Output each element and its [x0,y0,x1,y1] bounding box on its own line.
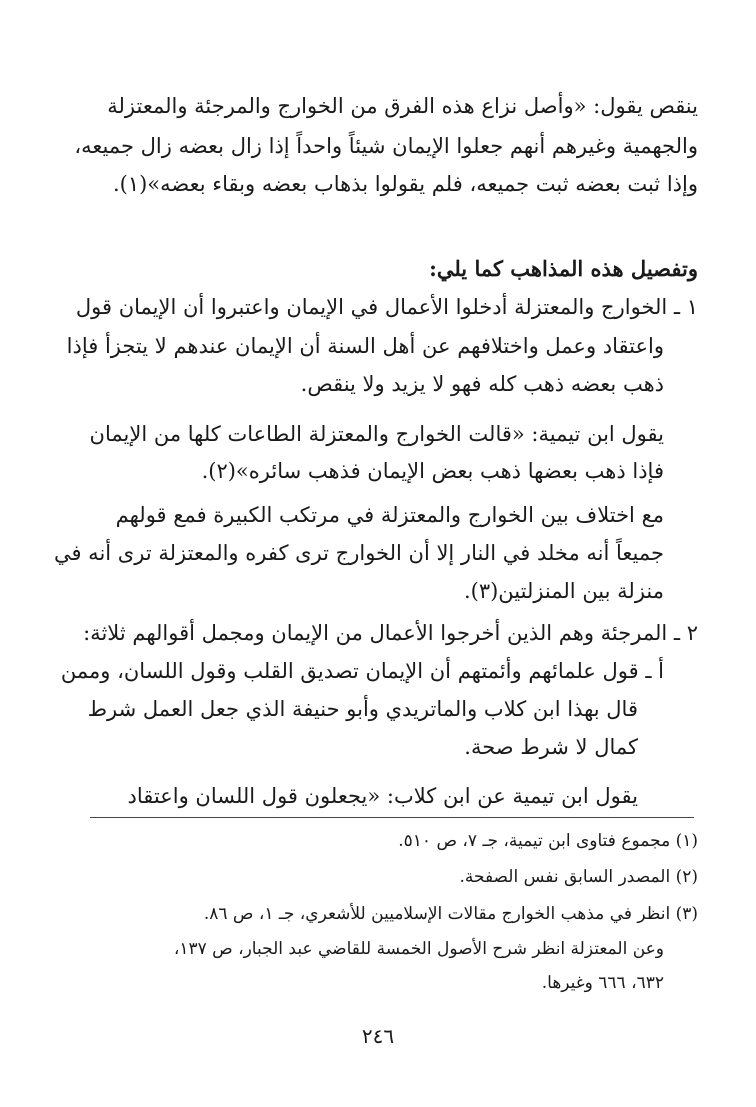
item1-line-1: ١ ـ الخوارج والمعتزلة أدخلوا الأعمال في الإيمان واعتبروا أن الإيمان قول [75,295,698,319]
kabira-line-2: جميعاً أنه مخلد في النار إلا أن الخوارج ترى كفره والمعتزلة ترى أنه في [53,541,664,565]
intro-line-3: وإذا ثبت بعضه ثبت جميعه، فلم يقولوا بذهاب بعضه وبقاء بعضه»(١). [112,172,698,196]
footnote-2: (٢) المصدر السابق نفس الصفحة. [459,867,698,887]
quote1-line-1: يقول ابن تيمية: «قالت الخوارج والمعتزلة الطاعات كلها من الإيمان [89,422,664,446]
page-number: ٢٤٦ [361,1024,395,1048]
quote1-line-2: فإذا ذهب بعضها ذهب بعض الإيمان فذهب سائره»(٢). [201,459,664,483]
intro-line-2: والجهمية وغيرهم أنهم جعلوا الإيمان شيئاً واحداً إذا زال بعضه زال جميعه، [74,134,698,158]
footnote-3-cont-1: وعن المعتزلة انظر شرح الأصول الخمسة للقاضي عبد الجبار، ص ١٣٧، [173,939,664,959]
item2a-line-1: أ ـ قول علمائهم وأئمتهم أن الإيمان تصديق القلب وقول اللسان، وممن [60,659,664,683]
item2-line: ٢ ـ المرجئة وهم الذين أخرجوا الأعمال من الإيمان ومجمل أقوالهم ثلاثة: [83,621,698,645]
item1-line-3: ذهب بعضه ذهب كله فهو لا يزيد ولا ينقص. [300,372,664,396]
item1-line-2: واعتقاد وعمل واختلافهم عن أهل السنة أن الإيمان عندهم لا يتجزأ فإذا [66,334,664,358]
quote2-line: يقول ابن تيمية عن ابن كلاب: «يجعلون قول اللسان واعتقاد [127,784,638,808]
intro-line-1: ينقص يقول: «وأصل نزاع هذه الفرق من الخوارج والمرجئة والمعتزلة [107,94,698,118]
item2a-line-2: قال بهذا ابن كلاب والماتريدي وأبو حنيفة الذي جعل العمل شرط [87,697,638,721]
kabira-line-1: مع اختلاف بين الخوارج والمعتزلة في مرتكب الكبيرة فمع قولهم [115,503,664,527]
footnote-3: (٣) انظر في مذهب الخوارج مقالات الإسلاميين للأشعري، جـ ١، ص ٨٦. [203,904,698,924]
footnote-divider [90,817,694,818]
footnote-1: (١) مجموع فتاوى ابن تيمية، جـ ٧، ص ٥١٠. [398,831,698,851]
footnote-3-cont-2: ٦٣٢، ٦٦٦ وغيرها. [541,973,664,993]
kabira-line-3: منزلة بين المنزلتين(٣). [463,579,664,603]
section-heading: وتفصيل هذه المذاهب كما يلي: [429,256,698,281]
item2a-line-3: كمال لا شرط صحة. [464,735,638,759]
